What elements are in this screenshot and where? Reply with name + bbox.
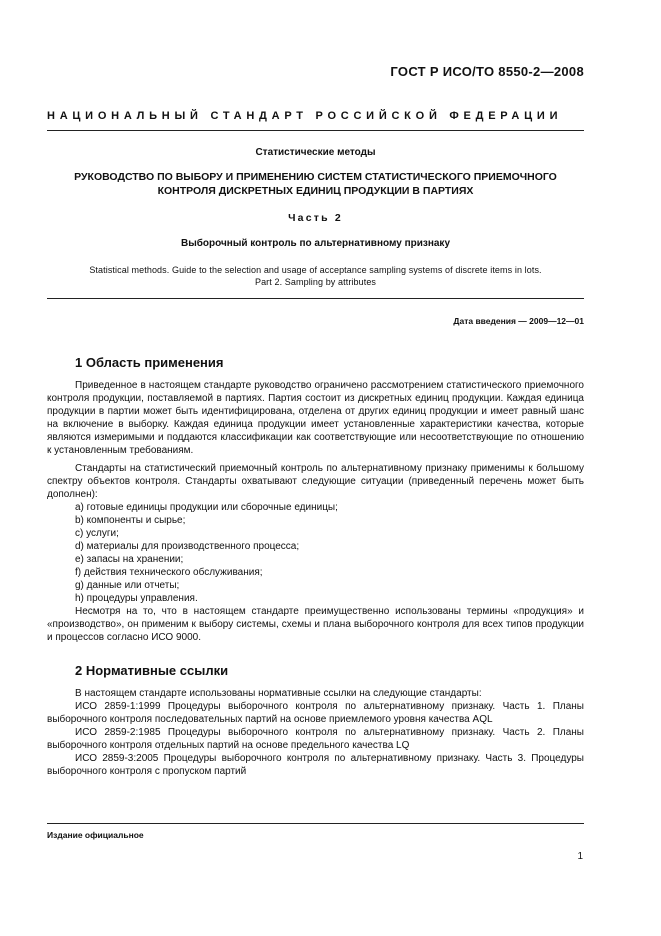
part-label: Часть 2 <box>288 212 343 224</box>
english-title-line-2: Part 2. Sampling by attributes <box>254 277 377 287</box>
main-title-line-1: РУКОВОДСТВО ПО ВЫБОРУ И ПРИМЕНЕНИЮ СИСТЕМ СТАТИСТИЧЕСКОГО ПРИЕМОЧНОГО <box>74 171 557 183</box>
page-number: 1 <box>577 851 583 862</box>
series-title: Статистические методы <box>255 147 376 158</box>
edition-label: Издание официальное <box>47 830 144 840</box>
list-item: d) материалы для производственного процесса; <box>75 541 300 552</box>
reference-iso-2859-1 <box>47 700 584 726</box>
list-item: c) услуги; <box>75 528 119 539</box>
list-item: g) данные или отчеты; <box>75 580 180 591</box>
reference-text: ИСО 2859-3:2005 Процедуры выборочного контроля по альтернативному признаку. Часть 3. Процедуры выборочного контроля с пропуском партий <box>47 753 584 777</box>
english-title-line-1: Statistical methods. Guide to the selection and usage of acceptance sampling systems of discrete items in lots. <box>89 265 542 275</box>
section-1-paragraph-2 <box>47 462 584 501</box>
section-1-text: Несмотря на то, что в настоящем стандарте преимущественно использованы термины «продукция» и «производство», он применим к выбору системы, схемы и плана выборочного контроля для всех типов продукции и процессов согласно ИСО 9000. <box>47 606 584 643</box>
section-1-paragraph-3 <box>47 605 584 644</box>
situations-list <box>75 501 584 605</box>
section-1-text: Приведенное в настоящем стандарте руководство ограничено рассмотрением статистического приемочного контроля продукции, поставляемой в партиях. Партия состоит из дискретных единиц продукции. Каждая единица продукции в партии может быть идентифицирована, отделена от других единиц продукции и имеет равный шанс на включение в выборку. Каждая единица продукции имеет установленные характеристики качества, которые являются измеримыми и поддаются классификации как соответствующие или несоответствующие по отношению к установленным требованиям. <box>47 380 584 456</box>
reference-iso-2859-3 <box>47 752 584 778</box>
section-2-intro <box>47 687 584 700</box>
section-1-paragraph-1 <box>47 379 584 457</box>
document-number: ГОСТ Р ИСО/ТО 8550-2—2008 <box>390 64 584 79</box>
reference-text: ИСО 2859-1:1999 Процедуры выборочного контроля по альтернативному признаку. Часть 1. Планы выборочного контроля последовательных партий на основе приемлемого уровня качества AQL <box>47 701 584 725</box>
reference-iso-2859-2 <box>47 726 584 752</box>
section-2-text: В настоящем стандарте использованы нормативные ссылки на следующие стандарты: <box>75 688 482 699</box>
list-item: a) готовые единицы продукции или сборочные единицы; <box>75 502 338 513</box>
main-title <box>47 170 584 198</box>
list-item: f) действия технического обслуживания; <box>75 567 263 578</box>
section-1-heading: 1 Область применения <box>75 355 224 370</box>
footer-divider <box>47 823 584 824</box>
english-title <box>47 264 584 288</box>
list-item: b) компоненты и сырье; <box>75 515 186 526</box>
reference-text: ИСО 2859-2:1985 Процедуры выборочного контроля по альтернативному признаку. Часть 2. Планы выборочного контроля отдельных партий на основе предельного качества LQ <box>47 727 584 751</box>
section-1-text: Стандарты на статистический приемочный контроль по альтернативному признаку применимы к большому спектру объектов контроля. Стандарты охватывают следующие ситуации (приведенный перечень может быть дополнен): <box>47 463 584 500</box>
introduction-date: Дата введения — 2009—12—01 <box>453 316 584 326</box>
section-2-heading: 2 Нормативные ссылки <box>75 663 229 678</box>
national-standard-banner: НАЦИОНАЛЬНЫЙ СТАНДАРТ РОССИЙСКОЙ ФЕДЕРАЦИИ <box>47 110 563 122</box>
list-item: e) запасы на хранении; <box>75 554 184 565</box>
top-divider <box>47 130 584 131</box>
main-title-line-2: КОНТРОЛЯ ДИСКРЕТНЫХ ЕДИНИЦ ПРОДУКЦИИ В ПАРТИЯХ <box>157 185 474 197</box>
part-subtitle: Выборочный контроль по альтернативному признаку <box>180 238 451 249</box>
title-divider <box>47 298 584 299</box>
list-item: h) процедуры управления. <box>75 593 198 604</box>
